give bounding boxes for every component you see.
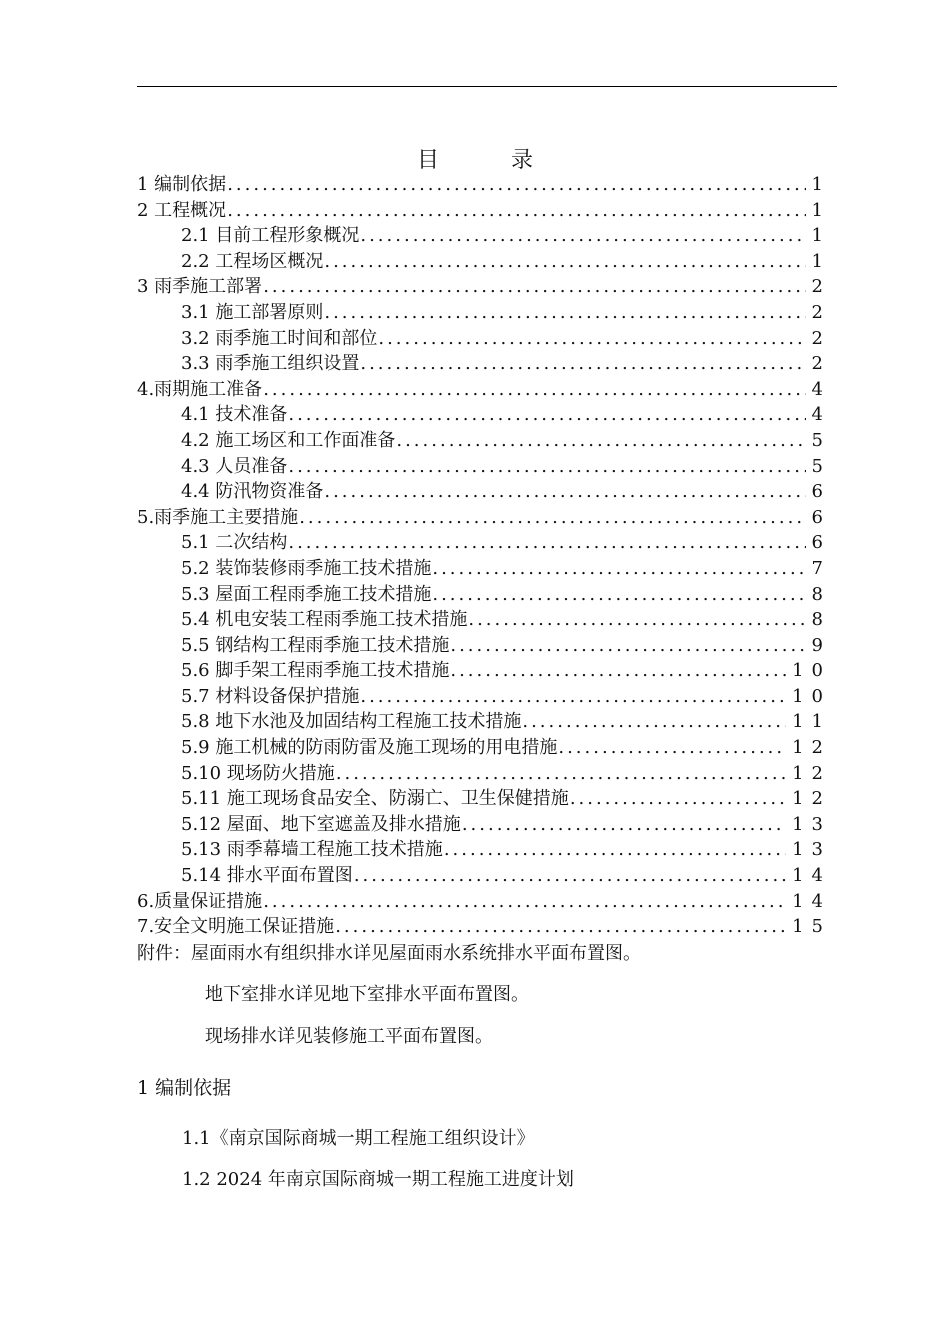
toc-entry[interactable]: [137, 428, 831, 454]
toc-entry-page: 9: [811, 634, 831, 656]
toc-entry-label: 5.1 二次结构: [181, 532, 288, 554]
toc-entry-page: 1: [811, 174, 831, 195]
toc-leader-dots: [262, 889, 786, 915]
toc-entry[interactable]: [137, 658, 831, 684]
toc-entry-label: 5.13 雨季幕墙工程施工技术措施: [181, 839, 443, 861]
toc-entry-label: 5.11 施工现场食品安全、防溺亡、卫生保健措施: [181, 788, 569, 810]
toc-leader-dots: [431, 556, 805, 582]
toc-entry-page: 12: [792, 788, 831, 810]
toc-entry[interactable]: [137, 709, 831, 735]
toc-entry[interactable]: [137, 914, 831, 940]
toc-entry[interactable]: [137, 889, 831, 915]
toc-entry-label: 4.雨期施工准备: [137, 378, 263, 400]
toc-entry[interactable]: [137, 786, 831, 812]
toc-entry-label: 5.2 装饰装修雨季施工技术措施: [181, 557, 432, 579]
toc-leader-dots: [377, 326, 805, 352]
toc-entry[interactable]: [137, 812, 831, 838]
toc-entry[interactable]: [137, 402, 831, 428]
toc-leader-dots: [287, 454, 805, 480]
toc-entry[interactable]: [137, 223, 831, 249]
toc-entry-label: 3 雨季施工部署: [137, 276, 263, 298]
toc-leader-dots: [443, 837, 786, 863]
toc-title-char-2: 录: [511, 148, 534, 173]
toc-entry-page: 15: [792, 916, 831, 938]
toc-leader-dots: [431, 582, 805, 608]
toc-entry-label: 3.2 雨季施工时间和部位: [181, 327, 378, 349]
toc-title: [0, 143, 950, 174]
toc-title-char-1: 目: [416, 148, 439, 173]
toc-entry[interactable]: [137, 863, 831, 889]
section-item-2: 1.2 2024 年南京国际商城一期工程施工进度计划: [182, 1169, 574, 1190]
toc-leader-dots: [557, 735, 786, 761]
toc-leader-dots: [298, 505, 805, 531]
toc-leader-dots: [467, 607, 805, 633]
toc-leader-dots: [323, 300, 805, 326]
toc-leader-dots: [359, 351, 805, 377]
toc-entry-page: 4: [811, 404, 831, 426]
toc-entry-label: 5.7 材料设备保护措施: [181, 685, 360, 707]
toc-entry-label: 5.5 钢结构工程雨季施工技术措施: [181, 634, 450, 656]
toc-entry-page: 6: [811, 506, 831, 528]
toc-entry[interactable]: [137, 837, 831, 863]
toc-leader-dots: [359, 684, 786, 710]
toc-entry-label: 1 编制依据: [137, 174, 227, 195]
toc-entry[interactable]: [137, 454, 831, 480]
toc-entry-page: 14: [792, 865, 831, 887]
toc-entry-page: 13: [792, 813, 831, 835]
section-heading: 1 编制依据: [137, 1077, 232, 1099]
toc-entry-label: 5.12 屋面、地下室遮盖及排水措施: [181, 813, 461, 835]
toc-entry-label: 2.2 工程场区概况: [181, 250, 324, 272]
toc-entry[interactable]: [137, 172, 831, 198]
table-of-contents: [137, 172, 831, 940]
header-rule: [137, 86, 837, 87]
toc-entry-page: 1: [811, 199, 831, 221]
attachment-line-3: 现场排水详见装修施工平面布置图。: [205, 1026, 493, 1047]
toc-leader-dots: [287, 530, 805, 556]
toc-entry-page: 2: [811, 301, 831, 323]
toc-entry-page: 10: [792, 660, 831, 682]
attachment-line-2: 地下室排水详见地下室排水平面布置图。: [205, 984, 529, 1005]
toc-entry[interactable]: [137, 479, 831, 505]
toc-entry-page: 6: [811, 532, 831, 554]
toc-entry-page: 4: [811, 378, 831, 400]
toc-entry[interactable]: [137, 530, 831, 556]
toc-leader-dots: [226, 198, 805, 224]
toc-leader-dots: [262, 377, 805, 403]
toc-entry-label: 3.1 施工部署原则: [181, 301, 324, 323]
toc-entry-label: 5.10 现场防火措施: [181, 762, 335, 784]
toc-leader-dots: [323, 479, 805, 505]
toc-leader-dots: [461, 812, 786, 838]
toc-entry[interactable]: [137, 274, 831, 300]
toc-entry-label: 2 工程概况: [137, 199, 227, 221]
toc-entry-page: 8: [811, 583, 831, 605]
toc-entry[interactable]: [137, 761, 831, 787]
toc-entry[interactable]: [137, 300, 831, 326]
toc-leader-dots: [521, 709, 786, 735]
toc-entry-page: 2: [811, 353, 831, 375]
toc-entry-page: 7: [811, 557, 831, 579]
toc-entry-page: 13: [792, 839, 831, 861]
toc-leader-dots: [323, 249, 805, 275]
toc-leader-dots: [226, 172, 805, 198]
toc-entry[interactable]: [137, 249, 831, 275]
toc-entry[interactable]: [137, 377, 831, 403]
toc-entry-page: 12: [792, 737, 831, 759]
toc-entry-page: 2: [811, 327, 831, 349]
toc-entry-label: 6.质量保证措施: [137, 890, 263, 912]
toc-leader-dots: [262, 274, 805, 300]
toc-leader-dots: [353, 863, 786, 889]
toc-entry-label: 5.14 排水平面布置图: [181, 865, 353, 887]
toc-entry[interactable]: [137, 198, 831, 224]
toc-entry-label: 4.1 技术准备: [181, 404, 288, 426]
toc-leader-dots: [449, 658, 786, 684]
toc-entry-page: 2: [811, 276, 831, 298]
toc-entry-page: 11: [792, 711, 831, 733]
toc-entry-page: 10: [792, 685, 831, 707]
toc-entry[interactable]: [137, 556, 831, 582]
toc-entry[interactable]: [137, 351, 831, 377]
toc-entry[interactable]: [137, 735, 831, 761]
toc-leader-dots: [287, 402, 805, 428]
toc-entry[interactable]: [137, 326, 831, 352]
toc-entry[interactable]: [137, 505, 831, 531]
toc-leader-dots: [569, 786, 786, 812]
section-item-1: 1.1《南京国际商城一期工程施工组织设计》: [182, 1128, 535, 1149]
toc-entry[interactable]: [137, 607, 831, 633]
toc-leader-dots: [334, 914, 786, 940]
toc-entry-page: 1: [811, 250, 831, 272]
toc-entry-label: 4.4 防汛物资准备: [181, 481, 324, 503]
toc-entry-label: 5.9 施工机械的防雨防雷及施工现场的用电措施: [181, 737, 558, 759]
toc-leader-dots: [335, 761, 786, 787]
toc-entry-label: 5.雨季施工主要措施: [137, 506, 299, 528]
toc-entry-label: 5.8 地下水池及加固结构工程施工技术措施: [181, 711, 522, 733]
toc-entry-page: 1: [811, 225, 831, 247]
toc-entry[interactable]: [137, 684, 831, 710]
toc-entry-page: 5: [811, 455, 831, 477]
toc-entry-label: 2.1 目前工程形象概况: [181, 225, 360, 247]
toc-entry-page: 14: [792, 890, 831, 912]
toc-entry-page: 6: [811, 481, 831, 503]
toc-entry[interactable]: [137, 633, 831, 659]
toc-entry-label: 5.3 屋面工程雨季施工技术措施: [181, 583, 432, 605]
toc-entry[interactable]: [137, 582, 831, 608]
toc-entry-label: 4.2 施工场区和工作面准备: [181, 429, 396, 451]
toc-entry-label: 4.3 人员准备: [181, 455, 288, 477]
toc-leader-dots: [395, 428, 805, 454]
toc-entry-label: 5.4 机电安装工程雨季施工技术措施: [181, 609, 468, 631]
toc-leader-dots: [449, 633, 805, 659]
toc-entry-label: 3.3 雨季施工组织设置: [181, 353, 360, 375]
toc-entry-page: 12: [792, 762, 831, 784]
toc-entry-label: 5.6 脚手架工程雨季施工技术措施: [181, 660, 450, 682]
toc-entry-page: 8: [811, 609, 831, 631]
toc-entry-label: 7.安全文明施工保证措施: [137, 916, 335, 938]
toc-leader-dots: [359, 223, 805, 249]
attachment-line-1: 附件：屋面雨水有组织排水详见屋面雨水系统排水平面布置图。: [137, 943, 641, 964]
toc-entry-page: 5: [811, 429, 831, 451]
